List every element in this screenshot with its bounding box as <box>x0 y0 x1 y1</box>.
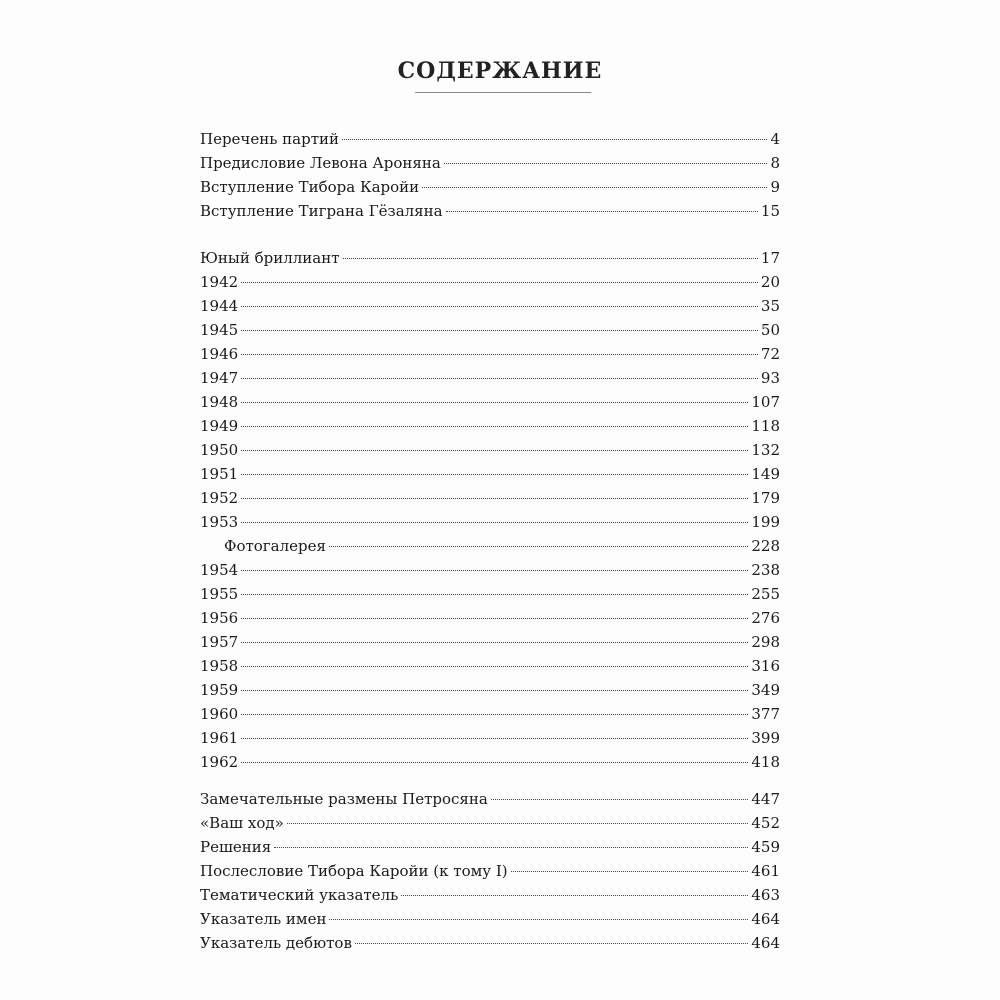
toc-entry <box>200 750 780 774</box>
dot-leader <box>287 823 749 824</box>
dot-leader <box>241 570 748 571</box>
toc-entry <box>200 558 780 582</box>
dot-leader <box>241 378 758 379</box>
toc-entry-label: Фотогалерея <box>224 537 326 555</box>
dot-leader <box>241 426 748 427</box>
dot-leader <box>241 498 748 499</box>
dot-leader <box>329 919 748 920</box>
dot-leader <box>444 163 768 164</box>
toc-entry <box>200 318 780 342</box>
toc-entry <box>200 811 780 835</box>
toc-entry-page: 149 <box>751 465 780 483</box>
toc-entry <box>200 127 780 151</box>
toc-entry <box>200 654 780 678</box>
toc-entry-label: 1957 <box>200 633 239 651</box>
toc-entry-page: 4 <box>770 130 780 148</box>
toc-entry <box>200 787 780 811</box>
toc-entry-page: 8 <box>770 154 780 172</box>
dot-leader <box>241 642 748 643</box>
toc-entry-page: 399 <box>751 729 780 747</box>
title-underline <box>415 92 591 93</box>
toc-entry-label: 1945 <box>200 321 239 339</box>
toc-entry <box>200 414 780 438</box>
toc-entry-page: 298 <box>751 633 780 651</box>
dot-leader <box>241 306 758 307</box>
toc-entry-label: 1959 <box>200 681 239 699</box>
toc-entry-label: Вступление Тибора Каройи <box>200 178 420 196</box>
toc-entry <box>200 510 780 534</box>
toc-entry-label: 1947 <box>200 369 239 387</box>
dot-leader <box>241 282 758 283</box>
toc-entry-page: 447 <box>751 790 780 808</box>
toc-entry-label: Перечень партий <box>200 130 339 148</box>
toc-entry-page: 50 <box>760 321 780 339</box>
toc-entry <box>200 151 780 175</box>
toc-entry <box>200 678 780 702</box>
toc-entry-page: 17 <box>760 249 780 267</box>
dot-leader <box>241 714 748 715</box>
toc-entry-page: 255 <box>751 585 780 603</box>
toc-entry-page: 452 <box>751 814 780 832</box>
toc-entry-page: 464 <box>751 910 780 928</box>
toc-entry-label: 1950 <box>200 441 239 459</box>
toc-entry-label: 1961 <box>200 729 239 747</box>
toc-entry-page: 316 <box>751 657 780 675</box>
dot-leader <box>241 402 748 403</box>
toc-entry-label: 1948 <box>200 393 239 411</box>
toc-entry <box>200 366 780 390</box>
toc-entry-label: «Ваш ход» <box>200 814 284 832</box>
toc-entry-label: 1956 <box>200 609 239 627</box>
dot-leader <box>422 187 767 188</box>
toc-entry-page: 179 <box>751 489 780 507</box>
toc-entry-label: 1958 <box>200 657 239 675</box>
toc-entry-page: 15 <box>760 202 780 220</box>
toc-entry-label: Юный бриллиант <box>200 249 340 267</box>
dot-leader <box>241 330 758 331</box>
toc-entry <box>200 883 780 907</box>
toc-entry-label: Указатель дебютов <box>200 934 352 952</box>
toc-entry <box>200 835 780 859</box>
toc-entry <box>200 606 780 630</box>
toc-entry <box>200 390 780 414</box>
toc-entry-label: 1952 <box>200 489 239 507</box>
toc-entry-label: 1946 <box>200 345 239 363</box>
toc-entry-page: 93 <box>760 369 780 387</box>
toc-entry-label: Тематический указатель <box>200 886 399 904</box>
toc-entry <box>200 630 780 654</box>
dot-leader <box>342 139 767 140</box>
toc-entry-label: 1951 <box>200 465 239 483</box>
toc-entry-label: 1953 <box>200 513 239 531</box>
toc-entry <box>200 342 780 366</box>
toc-entry-page: 107 <box>751 393 780 411</box>
dot-leader <box>241 618 748 619</box>
toc-entry <box>200 907 780 931</box>
toc-entry-label: 1955 <box>200 585 239 603</box>
toc-entry-page: 459 <box>751 838 780 856</box>
dot-leader <box>241 450 748 451</box>
toc-entry-page: 72 <box>760 345 780 363</box>
dot-leader <box>241 594 748 595</box>
toc-entry-label: Указатель имен <box>200 910 327 928</box>
toc-entry <box>200 859 780 883</box>
toc-entry-label: 1962 <box>200 753 239 771</box>
toc-entry-page: 349 <box>751 681 780 699</box>
toc-entry-page: 118 <box>751 417 780 435</box>
dot-leader <box>401 895 748 896</box>
dot-leader <box>241 474 748 475</box>
toc-entry-page: 238 <box>751 561 780 579</box>
dot-leader <box>355 943 748 944</box>
toc-entry-label: Замечательные размены Петросяна <box>200 790 488 808</box>
dot-leader <box>274 847 748 848</box>
dot-leader <box>241 762 748 763</box>
toc-entry-page: 132 <box>751 441 780 459</box>
toc-entry-page: 463 <box>751 886 780 904</box>
toc-entry <box>200 175 780 199</box>
dot-leader <box>241 690 748 691</box>
dot-leader <box>241 666 748 667</box>
toc-entry <box>200 246 780 270</box>
toc-entry-label: 1949 <box>200 417 239 435</box>
toc-entry-label: Вступление Тиграна Гёзаляна <box>200 202 443 220</box>
toc-entry <box>200 486 780 510</box>
dot-leader <box>491 799 749 800</box>
toc-entry <box>200 702 780 726</box>
toc-entry-page: 20 <box>760 273 780 291</box>
toc-entry <box>200 582 780 606</box>
dot-leader <box>241 738 748 739</box>
toc-entry <box>200 294 780 318</box>
dot-leader <box>343 258 758 259</box>
toc-entry <box>200 534 780 558</box>
toc-entry <box>200 931 780 955</box>
toc-entry-page: 276 <box>751 609 780 627</box>
toc-entry-label: Решения <box>200 838 272 856</box>
toc-entry-label: Послесловие Тибора Каройи (к тому I) <box>200 862 508 880</box>
toc-entry-page: 35 <box>760 297 780 315</box>
toc-entry-label: 1944 <box>200 297 239 315</box>
toc-entry <box>200 438 780 462</box>
toc-entry <box>200 199 780 223</box>
toc-entry-page: 228 <box>751 537 780 555</box>
toc-entry-label: 1960 <box>200 705 239 723</box>
dot-leader <box>241 522 748 523</box>
toc-entry-label: 1942 <box>200 273 239 291</box>
toc-entry-page: 199 <box>751 513 780 531</box>
toc-entry-page: 9 <box>770 178 780 196</box>
toc-entry-page: 464 <box>751 934 780 952</box>
page-title: СОДЕРЖАНИЕ <box>397 58 603 84</box>
toc-entry-label: 1954 <box>200 561 239 579</box>
toc-entry-page: 461 <box>751 862 780 880</box>
toc-entry-page: 377 <box>751 705 780 723</box>
dot-leader <box>446 211 758 212</box>
dot-leader <box>329 546 748 547</box>
dot-leader <box>511 871 749 872</box>
toc-entry <box>200 270 780 294</box>
dot-leader <box>241 354 758 355</box>
toc-entry-page: 418 <box>751 753 780 771</box>
toc-entry-label: Предисловие Левона Ароняна <box>200 154 441 172</box>
toc-entry <box>200 726 780 750</box>
toc-entry <box>200 462 780 486</box>
